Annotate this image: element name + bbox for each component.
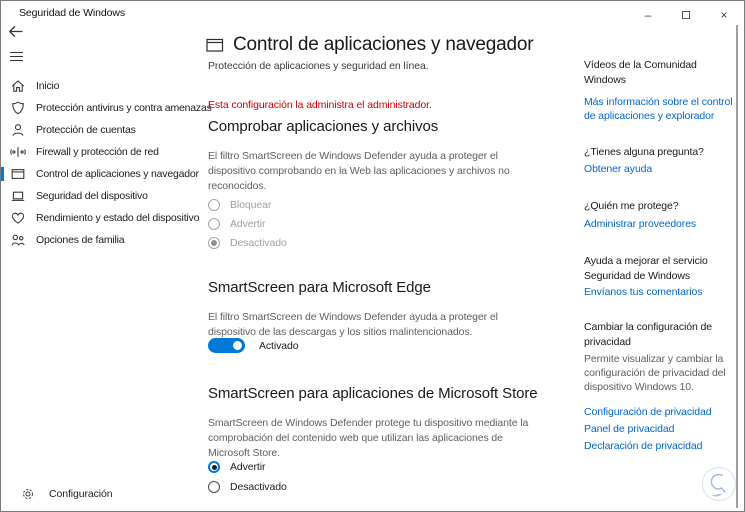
- aside-heading-who-protects: ¿Quién me protege?: [584, 200, 679, 212]
- radio-circle-desactivado-store[interactable]: [208, 481, 220, 493]
- device-health-icon: [10, 210, 26, 226]
- section-desc-check-apps: El filtro SmartScreen de Windows Defender ayuda a proteger el dispositivo comprobando en la Web las aplicaciones y archivos no reconocidos.: [208, 149, 510, 192]
- privacy-settings-link[interactable]: Configuración de privacidad: [584, 405, 712, 418]
- sidebar-item-control-aplicaciones[interactable]: [1, 163, 206, 185]
- toggle-state-label: Activado: [259, 339, 299, 352]
- sidebar-item-rendimiento[interactable]: [1, 207, 206, 229]
- sidebar-item-label: Opciones de familia: [36, 234, 125, 246]
- laptop-icon: [10, 188, 26, 204]
- sidebar-item-label: Seguridad del dispositivo: [36, 190, 148, 202]
- radio-option-desactivado: [208, 233, 287, 252]
- help-panel: [584, 58, 738, 456]
- app-window-icon: [206, 38, 224, 53]
- home-icon: [10, 78, 26, 94]
- back-button[interactable]: [8, 25, 26, 41]
- sidebar-item-label: Protección de cuentas: [36, 124, 136, 136]
- radio-option-desactivado-store[interactable]: [208, 477, 287, 497]
- gear-icon: [21, 487, 35, 501]
- radio-circle-desactivado: [208, 237, 220, 249]
- page-title: Control de aplicaciones y navegador: [233, 34, 534, 55]
- app-window-icon: [10, 166, 26, 182]
- maximize-icon: [682, 11, 690, 19]
- learn-more-link[interactable]: Más información sobre el control de aplicaciones y explorador: [584, 96, 733, 122]
- radio-option-advertir-store[interactable]: [208, 457, 287, 477]
- radio-option-bloquear: [208, 195, 287, 214]
- get-help-link[interactable]: Obtener ayuda: [584, 163, 653, 175]
- aside-heading-community: Vídeos de la Comunidad Windows: [584, 59, 697, 86]
- scrollbar[interactable]: [736, 25, 738, 508]
- sidebar-item-antivirus[interactable]: [1, 97, 212, 119]
- section-title-check-apps: Comprobar aplicaciones y archivos: [208, 118, 439, 135]
- radio-label: Desactivado: [230, 481, 287, 493]
- aside-heading-privacy: Cambiar la configuración de privacidad: [584, 321, 713, 348]
- back-arrow-icon: [8, 25, 24, 38]
- sidebar-item-label: Inicio: [36, 80, 60, 92]
- edge-toggle-row: [208, 338, 298, 353]
- section-desc-store: SmartScreen de Windows Defender protege tu dispositivo mediante la comprobación del contenido web que utilizan las aplicaciones de Microsoft Store.: [208, 416, 529, 459]
- page-subtitle: Protección de aplicaciones y seguridad en línea.: [208, 60, 429, 72]
- page-header: [206, 34, 533, 56]
- settings-label: Configuración: [49, 488, 113, 500]
- feedback-link[interactable]: Envíanos tus comentarios: [584, 286, 703, 298]
- aside-privacy-text: Permite visualizar y cambiar la configuración de privacidad del dispositivo Windows 10.: [584, 353, 726, 393]
- window-title: Seguridad de Windows: [19, 7, 125, 19]
- radio-circle-advertir: [208, 218, 220, 230]
- radio-option-advertir: [208, 214, 287, 233]
- section-title-store: SmartScreen para aplicaciones de Microsoft Store: [208, 385, 538, 402]
- section-desc-edge: El filtro SmartScreen de Windows Defender ayuda a proteger el dispositivo de las descargas y los sitios malintencionados.: [208, 310, 498, 338]
- close-icon: ×: [720, 8, 728, 22]
- edge-smartscreen-toggle[interactable]: [208, 338, 245, 353]
- menu-icon[interactable]: [10, 52, 23, 61]
- sidebar-item-firewall[interactable]: [1, 141, 206, 163]
- settings-button[interactable]: [21, 487, 113, 501]
- sidebar-item-inicio[interactable]: [1, 75, 206, 97]
- sidebar-item-label: Control de aplicaciones y navegador: [36, 168, 199, 180]
- sidebar-item-familia[interactable]: [1, 229, 206, 251]
- privacy-statement-link[interactable]: Declaración de privacidad: [584, 439, 703, 452]
- watermark-icon: [699, 465, 739, 505]
- radio-circle-advertir-store[interactable]: [208, 461, 220, 473]
- sidebar-item-label: Protección antivirus y contra amenazas: [36, 102, 212, 114]
- window-controls: [629, 1, 743, 29]
- sidebar-item-cuentas[interactable]: [1, 119, 206, 141]
- network-icon: [10, 144, 26, 160]
- store-radio-group: [208, 457, 287, 497]
- sidebar: [1, 75, 212, 251]
- check-apps-radio-group: [208, 195, 287, 252]
- privacy-dashboard-link[interactable]: Panel de privacidad: [584, 422, 675, 435]
- section-title-edge: SmartScreen para Microsoft Edge: [208, 279, 431, 296]
- manage-providers-link[interactable]: Administrar proveedores: [584, 218, 697, 230]
- privacy-links: [584, 405, 738, 453]
- sidebar-item-label: Rendimiento y estado del dispositivo: [36, 212, 200, 224]
- sidebar-item-label: Firewall y protección de red: [36, 146, 159, 158]
- radio-label: Advertir: [230, 461, 266, 473]
- minimize-button[interactable]: [629, 1, 667, 29]
- toggle-knob: [233, 341, 242, 350]
- maximize-button[interactable]: [667, 1, 705, 29]
- radio-circle-bloquear: [208, 199, 220, 211]
- person-icon: [10, 122, 26, 138]
- radio-label: Desactivado: [230, 236, 287, 249]
- admin-notice: Esta configuración la administra el administrador.: [208, 99, 432, 111]
- radio-label: Bloquear: [230, 198, 272, 211]
- minimize-icon: –: [644, 8, 652, 22]
- aside-heading-feedback: Ayuda a mejorar el servicio Seguridad de Windows: [584, 255, 708, 282]
- aside-heading-question: ¿Tienes alguna pregunta?: [584, 146, 704, 158]
- family-icon: [10, 232, 26, 248]
- shield-icon: [10, 100, 26, 116]
- sidebar-item-seguridad-dispositivo[interactable]: [1, 185, 206, 207]
- radio-label: Advertir: [230, 217, 266, 230]
